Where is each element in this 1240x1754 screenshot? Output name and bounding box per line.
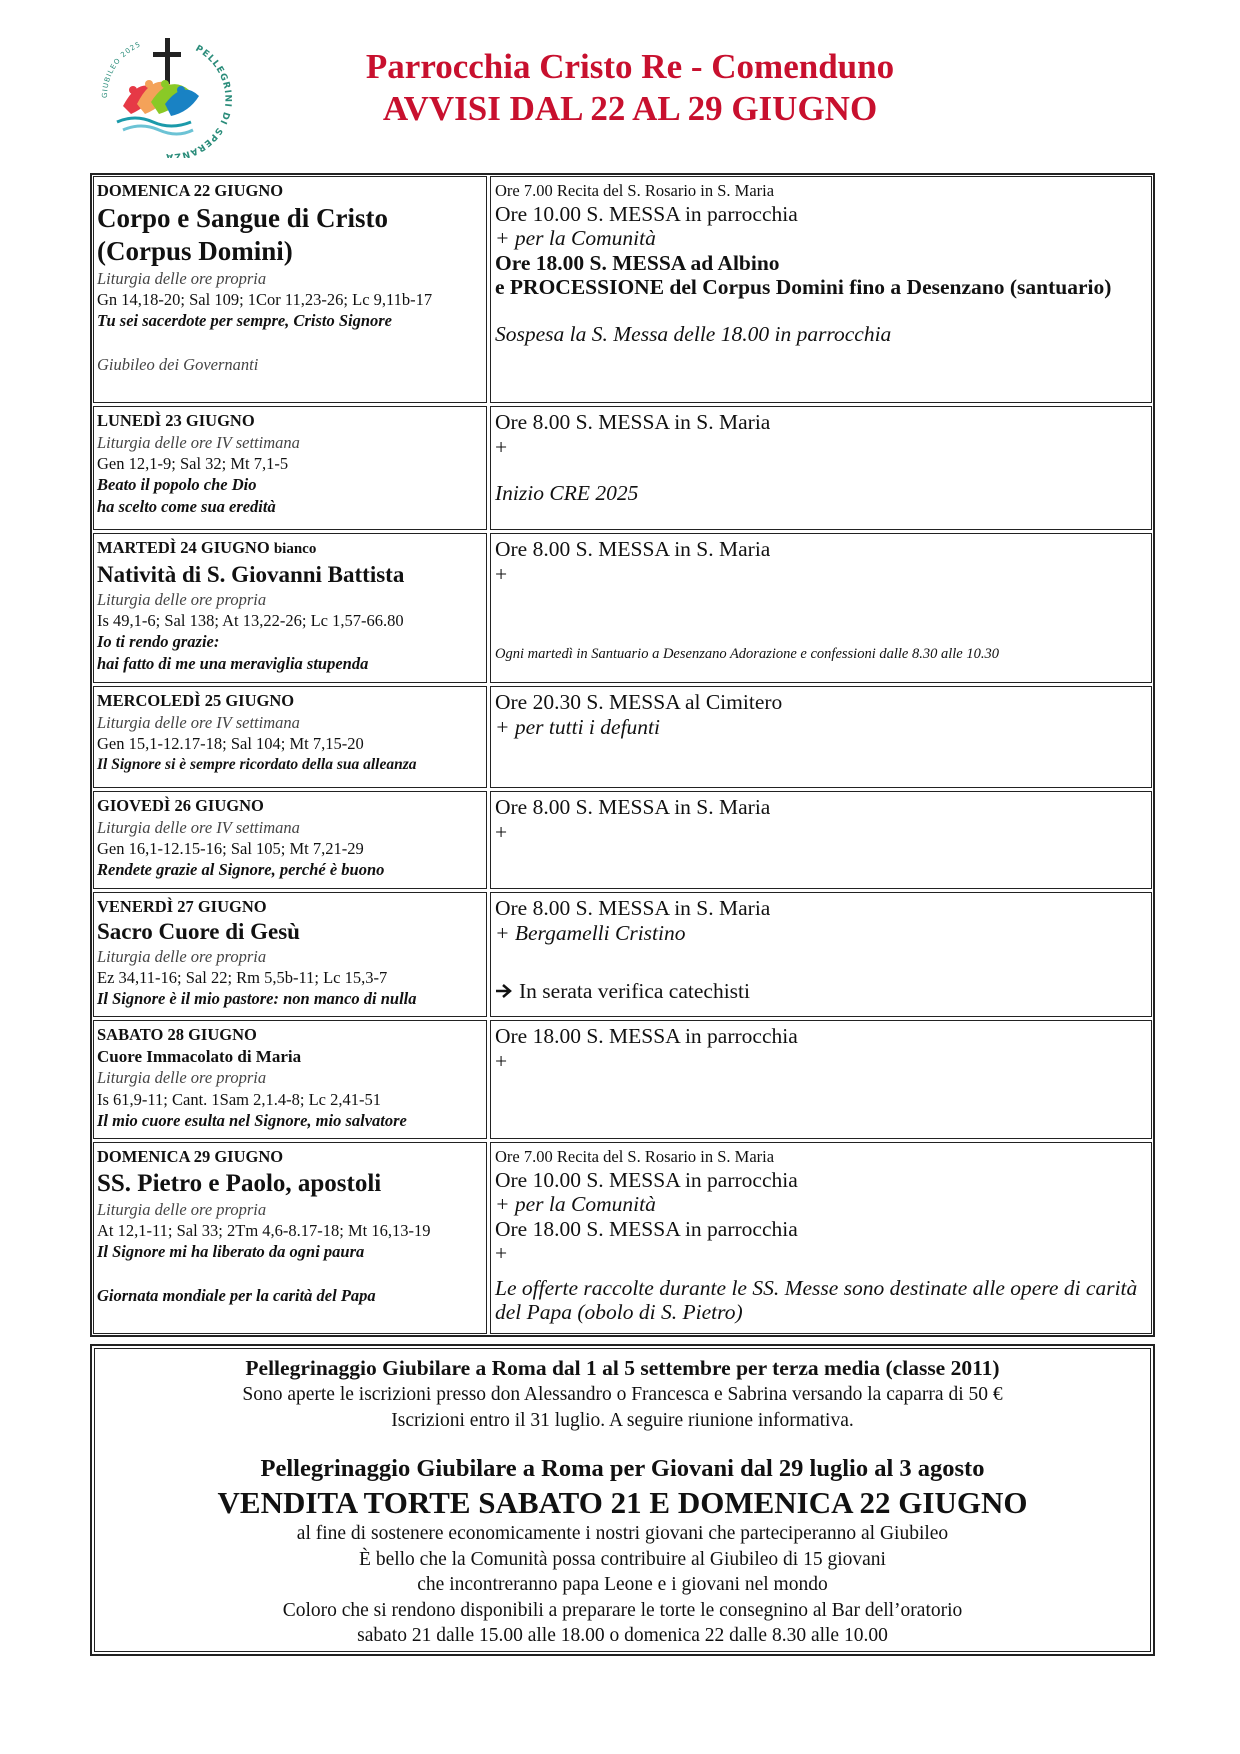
day-row bbox=[93, 1142, 1152, 1334]
pilgrimage-registration: Sono aperte le iscrizioni presso don Alessandro o Francesca e Sabrina versando la caparra di 50 € bbox=[242, 1384, 1003, 1405]
day-info-cell bbox=[93, 791, 487, 889]
readings: Gen 12,1-9; Sal 32; Mt 7,1-5 bbox=[97, 454, 289, 473]
event-mass: Ore 8.00 S. MESSA in S. Maria bbox=[495, 896, 771, 920]
pilgrimage-deadline: Iscrizioni entro il 31 luglio. A seguire riunione informativa. bbox=[391, 1409, 854, 1431]
event-mass: Ore 18.00 S. MESSA in parrocchia bbox=[495, 1216, 798, 1241]
day-row bbox=[93, 1020, 1152, 1139]
notices-title: AVVISI DAL 22 AL 29 GIUGNO bbox=[382, 89, 878, 128]
readings: At 12,1-11; Sal 33; 2Tm 4,6-8.17-18; Mt 16,13-19 bbox=[97, 1221, 431, 1240]
liturgy-label: Liturgia delle ore propria bbox=[97, 946, 267, 966]
day-label bbox=[97, 537, 483, 561]
psalm-response: Beato il popolo che Dio bbox=[97, 475, 257, 494]
readings: Gen 16,1-12.15-16; Sal 105; Mt 7,21-29 bbox=[97, 839, 364, 858]
event-note: Sospesa la S. Messa delle 18.00 in parrocchia bbox=[495, 321, 892, 346]
day-label-text: MARTEDÌ 24 GIUGNO bbox=[97, 538, 270, 557]
day-info-cell bbox=[93, 1020, 487, 1139]
readings: Is 61,9-11; Cant. 1Sam 2,1.4-8; Lc 2,41-51 bbox=[97, 1089, 381, 1109]
events-cell bbox=[490, 1142, 1152, 1334]
day-info-cell bbox=[93, 892, 487, 1017]
jubilee-logo bbox=[95, 28, 235, 158]
feast-title: Sacro Cuore di Gesù bbox=[97, 918, 300, 944]
event-mass: Ore 18.00 S. MESSA in parrocchia bbox=[495, 1024, 798, 1048]
announcements-inner bbox=[94, 1348, 1151, 1652]
day-label: DOMENICA 29 GIUGNO bbox=[97, 1147, 284, 1166]
liturgy-label: Liturgia delle ore propria bbox=[97, 268, 267, 288]
event-mass: Ore 8.00 S. MESSA in S. Maria bbox=[495, 795, 771, 819]
cake-sale-line: Coloro che si rendono disponibili a preparare le torte le consegnino al Bar dell’oratorio bbox=[282, 1599, 963, 1621]
pilgrimage-title: Pellegrinaggio Giubilare a Roma dal 1 al 5 settembre per terza media (classe 2011) bbox=[245, 1356, 1000, 1380]
events-cell bbox=[490, 1020, 1152, 1139]
arrow-right-icon bbox=[495, 983, 513, 999]
event-mass: Ore 10.00 S. MESSA in parrocchia bbox=[495, 201, 798, 226]
feast-subtitle: (Corpus Domini) bbox=[97, 235, 293, 266]
mass-intention: + per la Comunità bbox=[495, 1192, 656, 1216]
cake-sale-line: sabato 21 dalle 15.00 alle 18.00 o domenica 22 dalle 8.30 alle 10.00 bbox=[357, 1625, 888, 1646]
psalm-response: hai fatto di me una meraviglia stupenda bbox=[97, 653, 369, 673]
event-mass: Ore 8.00 S. MESSA in S. Maria bbox=[495, 537, 771, 561]
liturgy-label: Liturgia delle ore IV settimana bbox=[97, 817, 300, 837]
cake-sale-line: che incontreranno papa Leone e i giovani nel mondo bbox=[417, 1574, 828, 1595]
mass-intention: + Bergamelli Cristino bbox=[495, 920, 686, 945]
day-row bbox=[93, 686, 1152, 788]
logo-arc-top: GIUBILEO 2025 bbox=[100, 40, 143, 99]
feast-title: Natività di S. Giovanni Battista bbox=[97, 561, 405, 587]
cake-sale-title: VENDITA TORTE SABATO 21 E DOMENICA 22 GIUGNO bbox=[217, 1485, 1028, 1520]
event-note: Le offerte raccolte durante le SS. Messe sono destinate alle opere di carità del Papa (obolo di S. Pietro) bbox=[495, 1275, 1138, 1324]
logo-arc-right: PELLEGRINI DI SPERANZA bbox=[164, 43, 233, 158]
event-note-line bbox=[495, 979, 1148, 1004]
liturgy-label: Liturgia delle ore IV settimana bbox=[97, 712, 300, 732]
psalm-response: ha scelto come sua eredità bbox=[97, 496, 276, 516]
parish-title: Parrocchia Cristo Re - Comenduno bbox=[365, 47, 895, 86]
weekly-schedule-table bbox=[90, 173, 1155, 1337]
psalm-response: Rendete grazie al Signore, perché è buono bbox=[97, 860, 385, 879]
liturgy-label: Liturgia delle ore propria bbox=[97, 589, 267, 609]
events-cell bbox=[490, 892, 1152, 1017]
psalm-response: Il mio cuore esulta nel Signore, mio salvatore bbox=[97, 1110, 407, 1130]
readings: Is 49,1-6; Sal 138; At 13,22-26; Lc 1,57-66.80 bbox=[97, 611, 404, 630]
event-mass: Ore 20.30 S. MESSA al Cimitero bbox=[495, 690, 783, 714]
day-info-cell bbox=[93, 176, 487, 403]
events-cell bbox=[490, 406, 1152, 530]
day-label: MERCOLEDÌ 25 GIUGNO bbox=[97, 691, 295, 710]
events-cell bbox=[490, 176, 1152, 403]
liturgical-color: bianco bbox=[273, 541, 317, 557]
events-cell bbox=[490, 791, 1152, 889]
events-cell bbox=[490, 533, 1152, 683]
event-note: Ogni martedì in Santuario a Desenzano Adorazione e confessioni dalle 8.30 alle 10.30 bbox=[495, 646, 999, 662]
psalm-response: Il Signore si è sempre ricordato della sua alleanza bbox=[97, 756, 417, 773]
event-mass: Ore 10.00 S. MESSA in parrocchia bbox=[495, 1167, 798, 1192]
day-row bbox=[93, 791, 1152, 889]
event-rosary: Ore 7.00 Recita del S. Rosario in S. Maria bbox=[495, 181, 775, 200]
day-label: LUNEDÌ 23 GIUGNO bbox=[97, 411, 255, 430]
mass-intention: + per tutti i defunti bbox=[495, 714, 660, 739]
day-note: Giubileo dei Governanti bbox=[97, 354, 259, 374]
day-label: SABATO 28 GIUGNO bbox=[97, 1025, 257, 1044]
feast-title: Cuore Immacolato di Maria bbox=[97, 1046, 302, 1066]
readings: Gn 14,18-20; Sal 109; 1Cor 11,23-26; Lc 9,11b-17 bbox=[97, 290, 433, 309]
day-info-cell bbox=[93, 1142, 487, 1334]
liturgy-label: Liturgia delle ore propria bbox=[97, 1068, 267, 1087]
psalm-response: Io ti rendo grazie: bbox=[97, 632, 220, 651]
event-mass: Ore 18.00 S. MESSA ad Albino bbox=[495, 250, 780, 275]
event-note: Inizio CRE 2025 bbox=[495, 481, 639, 505]
day-info-cell bbox=[93, 406, 487, 530]
mass-intention: + bbox=[495, 1241, 508, 1265]
psalm-response: Il Signore è il mio pastore: non manco di nulla bbox=[97, 989, 417, 1008]
event-mass: Ore 8.00 S. MESSA in S. Maria bbox=[495, 410, 771, 434]
psalm-response: Il Signore mi ha liberato da ogni paura bbox=[97, 1242, 365, 1261]
feast-title: Corpo e Sangue di Cristo bbox=[97, 202, 389, 233]
liturgy-label: Liturgia delle ore propria bbox=[97, 1199, 267, 1219]
day-note: Giornata mondiale per la carità del Papa bbox=[97, 1285, 376, 1305]
mass-intention: + bbox=[495, 819, 508, 844]
youth-pilgrimage-title: Pellegrinaggio Giubilare a Roma per Giovani dal 29 luglio al 3 agosto bbox=[260, 1455, 985, 1482]
mass-intention: + bbox=[495, 1048, 508, 1073]
readings: Gen 15,1-12.17-18; Sal 104; Mt 7,15-20 bbox=[97, 734, 364, 753]
day-label: GIOVEDÌ 26 GIUGNO bbox=[97, 796, 264, 815]
day-label: DOMENICA 22 GIUGNO bbox=[97, 181, 284, 200]
events-cell bbox=[490, 686, 1152, 788]
cake-sale-line: al fine di sostenere economicamente i nostri giovani che parteciperanno al Giubileo bbox=[296, 1523, 949, 1544]
event-procession: e PROCESSIONE del Corpus Domini fino a Desenzano (santuario) bbox=[495, 275, 1112, 299]
feast-title: SS. Pietro e Paolo, apostoli bbox=[97, 1169, 382, 1197]
liturgy-label: Liturgia delle ore IV settimana bbox=[97, 432, 300, 452]
day-info-cell bbox=[93, 686, 487, 788]
mass-intention: + bbox=[495, 434, 508, 459]
event-rosary: Ore 7.00 Recita del S. Rosario in S. Maria bbox=[495, 1147, 775, 1166]
day-info-cell bbox=[93, 533, 487, 683]
day-row bbox=[93, 533, 1152, 683]
day-label: VENERDÌ 27 GIUGNO bbox=[97, 897, 267, 916]
cake-sale-line: È bello che la Comunità possa contribuire al Giubileo di 15 giovani bbox=[359, 1548, 886, 1570]
readings: Ez 34,11-16; Sal 22; Rm 5,5b-11; Lc 15,3-7 bbox=[97, 968, 388, 987]
event-note: In serata verifica catechisti bbox=[519, 979, 750, 1003]
jubilee-2025-logo-icon bbox=[95, 28, 235, 158]
psalm-response: Tu sei sacerdote per sempre, Cristo Signore bbox=[97, 311, 393, 330]
mass-intention: + bbox=[495, 561, 508, 586]
mass-intention: + per la Comunità bbox=[495, 226, 656, 250]
announcements-box bbox=[90, 1344, 1155, 1656]
page-header bbox=[250, 46, 1010, 130]
day-row bbox=[93, 406, 1152, 530]
day-row bbox=[93, 176, 1152, 403]
day-row bbox=[93, 892, 1152, 1017]
